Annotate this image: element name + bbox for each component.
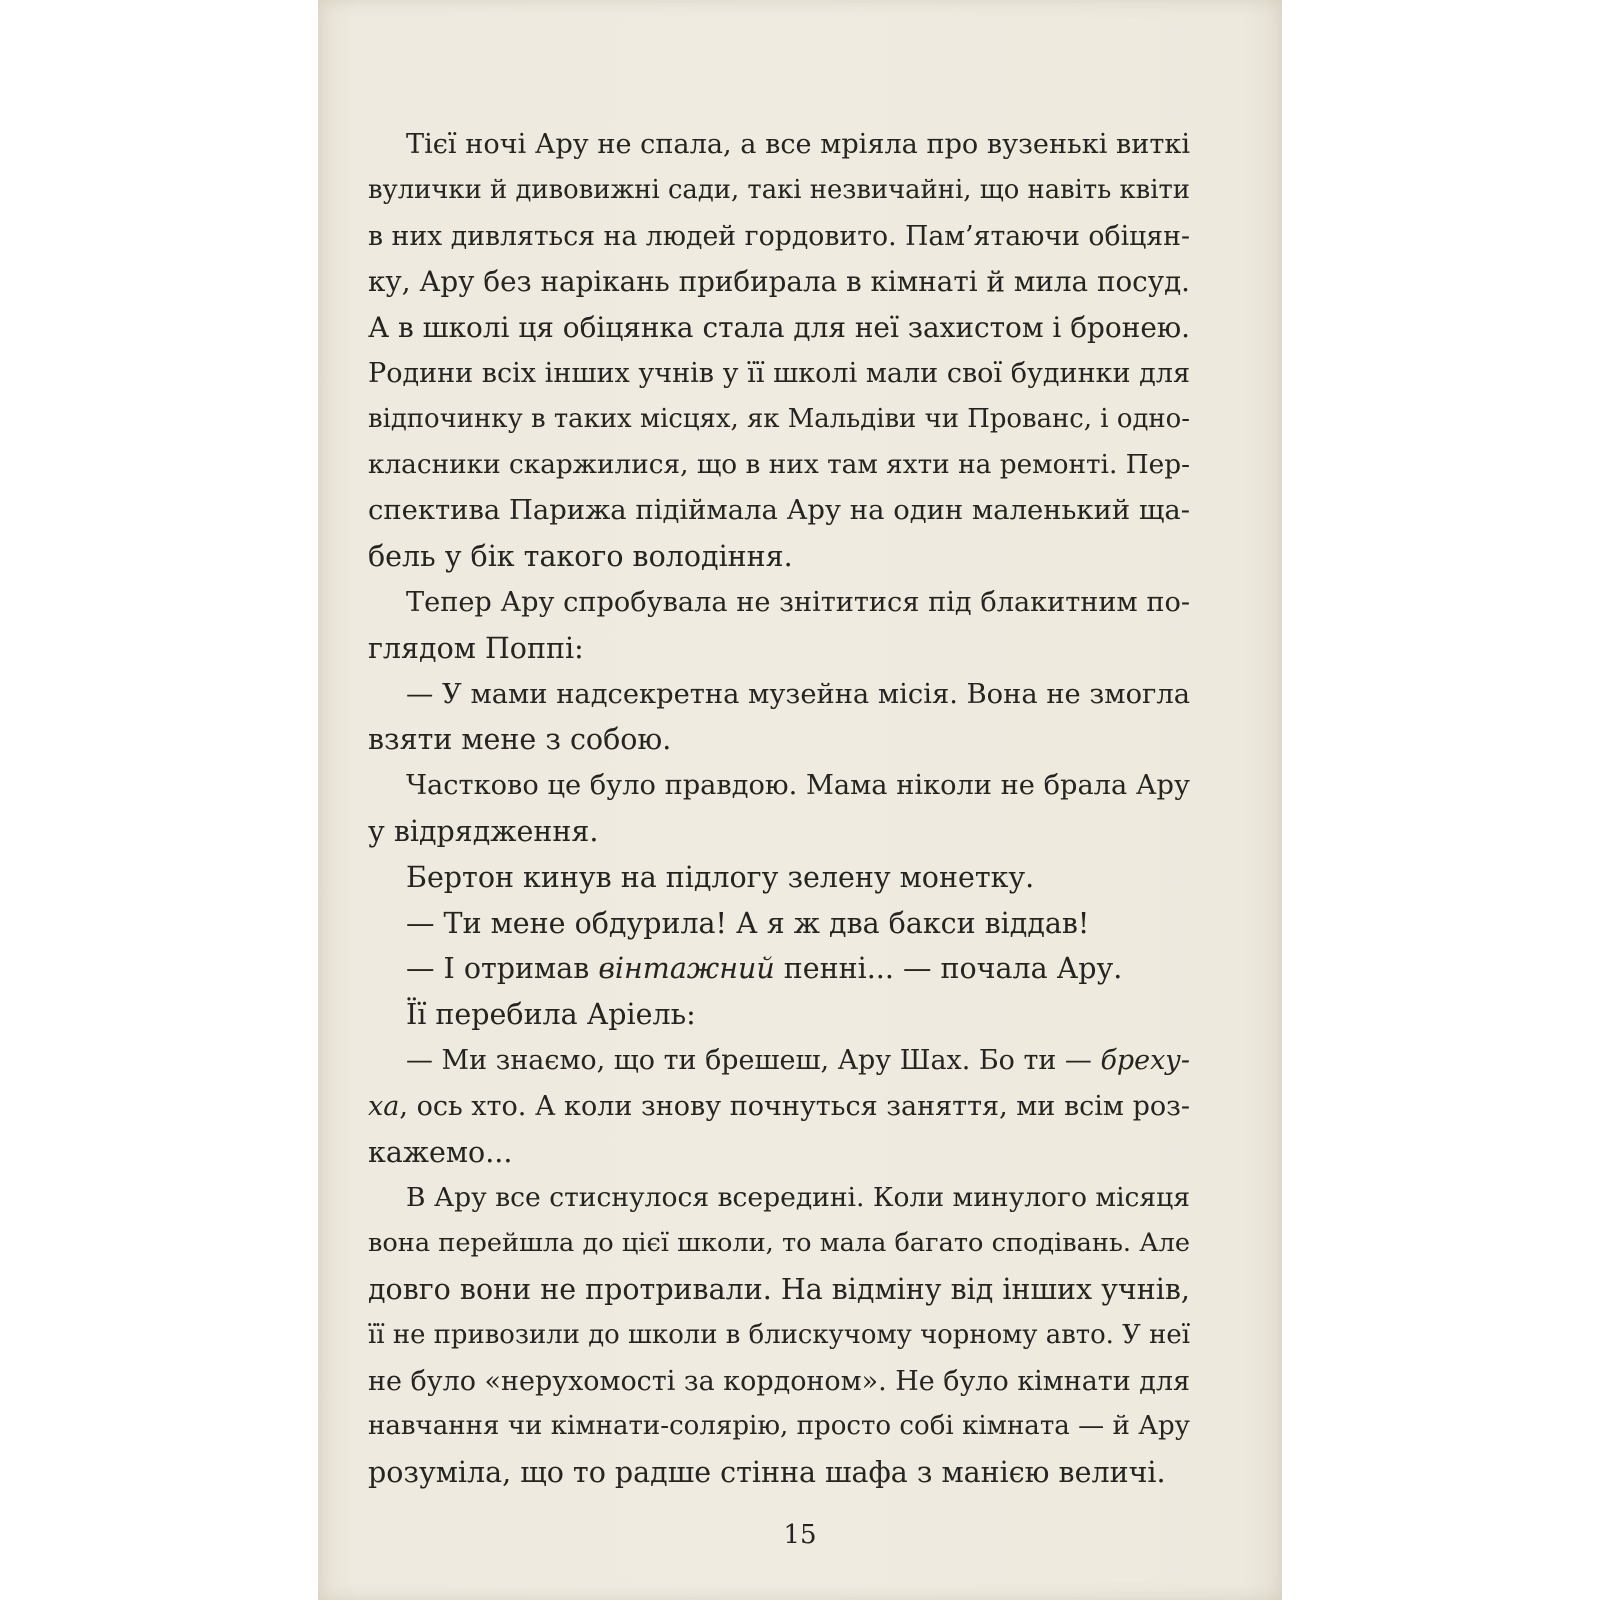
text-line: її не привозили до школи в блискучому чорному авто. У неї: [368, 1319, 1190, 1350]
text-line: в них дивляться на людей гордовито. Пам’ятаючи обіцян-: [368, 220, 1190, 252]
text-line: [368, 1084, 1190, 1130]
italic-word: ха: [368, 1090, 400, 1122]
text-line: бель у бік такого володіння.: [368, 540, 793, 574]
text-segment: — Ми знаємо, що ти брешеш, Ару Шах. Бо ти —: [406, 1044, 1101, 1076]
text-line: не було «нерухомості за кордоном». Не було кімнати для: [368, 1365, 1190, 1397]
text-line: навчання чи кімнати-солярію, просто собі кімната — й Ару: [368, 1411, 1190, 1442]
italic-word: вінтажний: [598, 952, 775, 986]
text-line: взяти мене з собою.: [368, 723, 672, 757]
text-line: розуміла, що то радше стінна шафа з манією величі.: [368, 1456, 1166, 1490]
text-line: — У мами надсекретна музейна місія. Вона не змогла: [406, 678, 1190, 710]
text-segment: , ось хто. А коли знову почнуться заняття, ми всім роз-: [399, 1090, 1190, 1122]
text-line: [368, 946, 1190, 992]
text-line: [368, 1038, 1190, 1084]
text-line: Тієї ночі Ару не спала, а все мріяла про вузенькі виткі: [406, 129, 1190, 160]
text-line: глядом Поппі:: [368, 631, 584, 665]
text-segment: пенні... — почала Ару.: [774, 952, 1123, 986]
text-line: спектива Парижа підіймала Ару на один маленький щa-: [368, 495, 1190, 527]
text-line: класники скаржилися, що в них там яхти на ремонті. Пер-: [368, 449, 1190, 480]
text-line: ку, Ару без нарікань прибирала в кімнаті й мила посуд.: [368, 265, 1190, 299]
text-line: у відрядження.: [368, 814, 599, 848]
text-line: В Ару все стиснулося всередині. Коли минулого місяця: [406, 1182, 1190, 1214]
italic-word: бреху-: [1100, 1044, 1190, 1076]
text-line: вулички й дивовижні сади, такі незвичайні, що навіть квіти: [368, 174, 1190, 205]
text-line: Її перебила Аріель:: [406, 998, 696, 1032]
text-line: Родини всіх інших учнів у її школі мали свої будинки для: [368, 357, 1190, 389]
text-line: кажемо...: [368, 1135, 513, 1169]
book-page: [318, 0, 1282, 1600]
text-segment: — І отримав: [406, 952, 599, 986]
text-line: довго вони не протривали. На відміну від інших учнів,: [368, 1272, 1190, 1306]
page-number: 15: [783, 1520, 817, 1550]
text-line: вона перейшла до цієї школи, то мала багато сподівань. Але: [368, 1228, 1190, 1259]
text-line: Бертон кинув на підлогу зелену монетку.: [406, 860, 1035, 894]
text-line: Тепер Ару спробувала не знітитися під блакитним по-: [406, 586, 1190, 618]
text-line: Частково це було правдою. Мама ніколи не брала Ару: [406, 770, 1190, 802]
text-line: А в школі ця обіцянка стала для неї захистом і бронею.: [368, 311, 1190, 345]
text-line: відпочинку в таких місцях, як Мальдіви чи Прованс, і одно-: [368, 403, 1190, 434]
text-line: — Ти мене обдурила! А я ж два бакси віддав!: [406, 906, 1090, 940]
body-text: [368, 122, 1190, 1496]
